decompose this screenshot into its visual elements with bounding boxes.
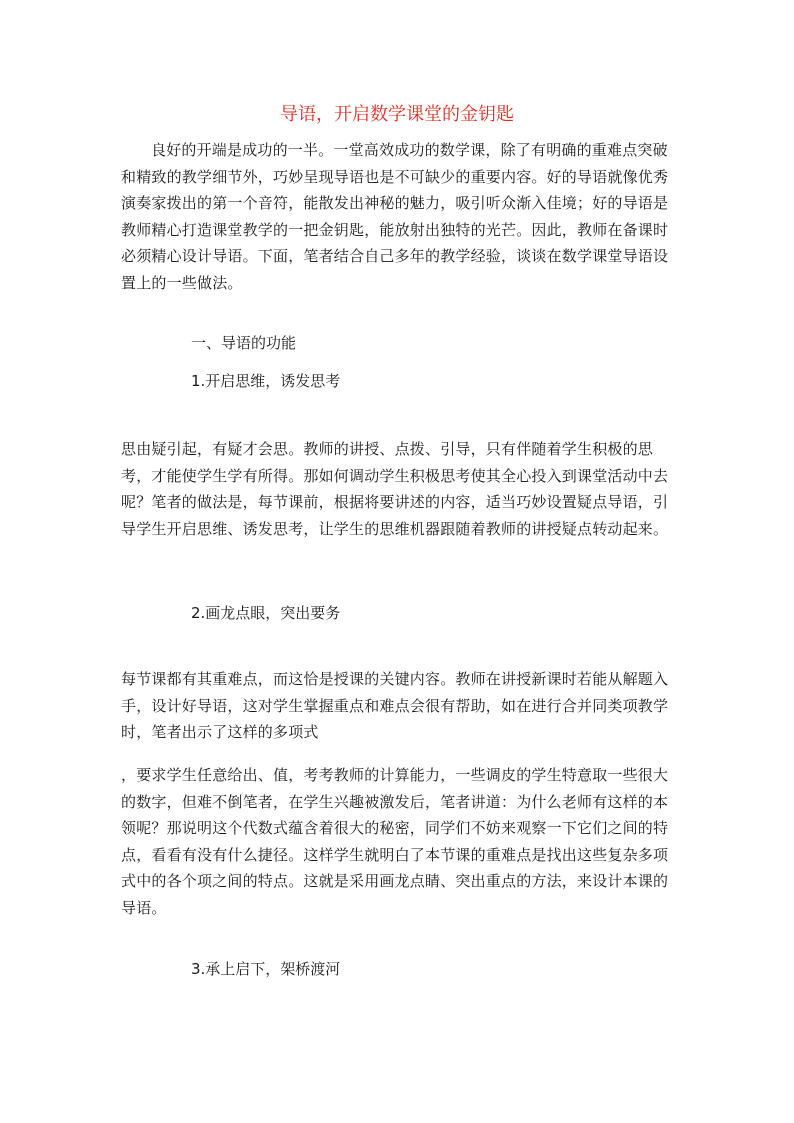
paragraph-1: 思由疑引起，有疑才会思。教师的讲授、点拨、引导，只有伴随着学生积极的思考，才能使学生学有所得。那如何调动学生积极思考使其全心投入到课堂活动中去呢？笔者的做法是，每节课前，根据将要讲述的内容，适当巧妙设置疑点导语，引导学生开启思维、诱发思考，让学生的思维机器跟随着教师的讲授疑点转动起来。: [121, 440, 669, 538]
paragraph-2b: ，要求学生任意给出、值，考考教师的计算能力，一些调皮的学生特意取一些很大的数字，但难不倒笔者，在学生兴趣被激发后，笔者讲道：为什么老师有这样的本领呢？那说明这个代数式蕴含着很大的秘密，同学们不妨来观察一下它们之间的特点，看看有没有什么捷径。这样学生就明白了本节课的重难点是找出这些复杂多项式中的各个项之间的特点。这就是采用画龙点睛、突出重点的方法，来设计本课的导语。: [121, 766, 669, 917]
subheading-3: 3.承上启下，架桥渡河: [191, 960, 341, 978]
subheading-1: 1.开启思维，诱发思考: [191, 372, 341, 390]
document-title: 导语，开启数学课堂的金钥匙: [280, 104, 514, 125]
section-heading-functions: 一、导语的功能: [191, 334, 297, 352]
paragraph-2a: 每节课都有其重难点，而这恰是授课的关键内容。教师在讲授新课时若能从解题入手，设计好导语，这对学生掌握重点和难点会很有帮助，如在进行合并同类项教学时，笔者出示了这样的多项式: [121, 670, 669, 741]
intro-paragraph: 良好的开端是成功的一半。一堂高效成功的数学课，除了有明确的重难点突破和精致的教学细节外，巧妙呈现导语也是不可缺少的重要内容。好的导语就像优秀演奏家拨出的第一个音符，能散发出神秘的魅力，吸引听众渐入佳境；好的导语是教师精心打造课堂教学的一把金钥匙，能放射出独特的光芒。因此，教师在备课时必须精心设计导语。下面，笔者结合自己多年的教学经验，谈谈在数学课堂导语设置上的一些做法。: [121, 141, 669, 292]
subheading-2: 2.画龙点眼，突出要务: [191, 604, 341, 622]
